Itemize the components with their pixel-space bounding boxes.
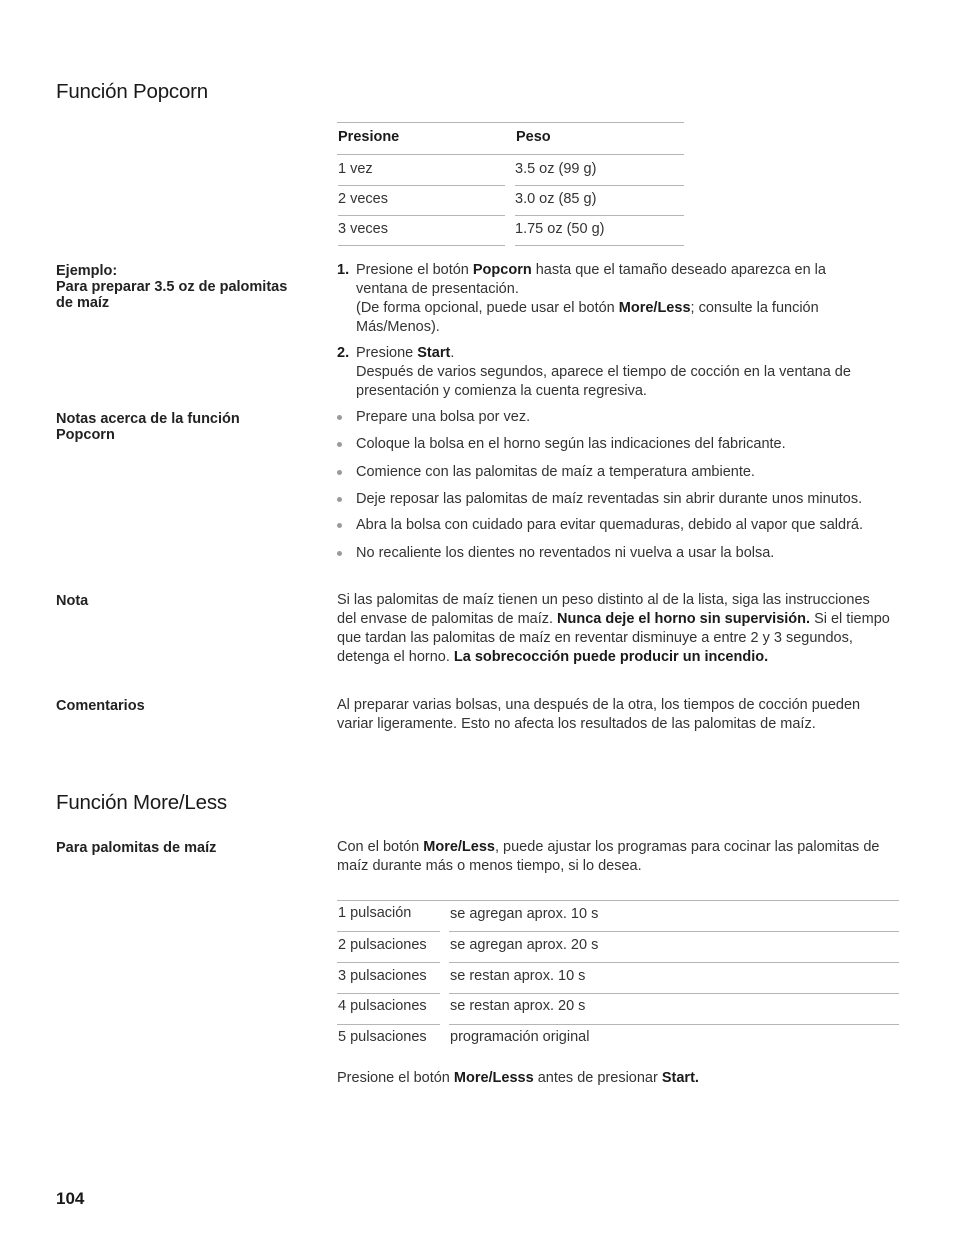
table-cell: se restan aprox. 10 s [450,968,586,984]
table-cell: 1.75 oz (50 g) [515,221,605,237]
warning-text: Nunca deje el horno sin supervisión. [557,611,811,627]
table-row [337,1024,899,1055]
notes-label: Notas acerca de la función Popcorn [56,411,240,443]
table-header: Presione [338,129,400,145]
page-number: 104 [56,1189,85,1208]
table-header-row [337,122,684,155]
table-cell: se agregan aprox. 20 s [450,937,599,953]
bullet-icon [337,442,342,447]
moreless-key-ref: More/Less [618,300,691,316]
table-header: Peso [516,129,551,145]
table-cell: 3 pulsaciones [338,968,427,984]
moreless-label: Para palomitas de maíz [56,840,217,856]
table-row [337,993,899,1024]
bullet-icon [337,497,342,502]
table-row [337,962,899,993]
table-cell: 1 vez [338,161,373,177]
comentarios-label: Comentarios [56,698,145,714]
table-row [337,215,684,245]
table-cell: se agregan aprox. 10 s [450,906,599,922]
table-cell: programación original [450,1029,590,1045]
table-cell: 3.5 oz (99 g) [515,161,597,177]
step-number: 1. [337,262,350,278]
popcorn-title: Función Popcorn [56,80,208,103]
moreless-table [337,900,899,1055]
nota-label: Nota [56,593,89,609]
warning-text: La sobrecocción puede producir un incendio. [453,649,769,665]
table-cell: se restan aprox. 20 s [450,998,586,1014]
bullet-icon [337,470,342,475]
example-label: Ejemplo: Para preparar 3.5 oz de palomitas de maíz [56,263,288,311]
table-cell: 5 pulsaciones [338,1029,427,1045]
table-row [337,931,899,962]
start-key-ref: Start. [661,1070,699,1086]
step-number: 2. [337,345,350,361]
moreless-key-ref: More/Less [423,839,495,855]
table-row [337,155,684,185]
popcorn-key-ref: Popcorn [472,262,532,278]
moreless-key-ref: More/Lesss [453,1070,534,1086]
popcorn-weight-table [337,122,684,245]
bullet-icon [337,523,342,528]
moreless-footer: Presione el botón More/Lesss antes de presionar Start. [337,1070,699,1086]
bullet-icon [337,415,342,420]
table-cell: 1 pulsación [338,905,412,921]
table-row [337,185,684,215]
table-cell: 4 pulsaciones [338,998,427,1014]
table-row [337,900,899,931]
table-cell: 2 pulsaciones [338,937,427,953]
bullet-icon [337,551,342,556]
table-cell: 2 veces [338,191,388,207]
table-cell: 3.0 oz (85 g) [515,191,597,207]
moreless-title: Función More/Less [56,791,227,814]
comentarios-text: Al preparar varias bolsas, una después de la otra, los tiempos de cocción pueden variar ligeramente. Esto no afecta los resultados de las palomitas de maíz. [337,697,861,732]
nota-text: Si las palomitas de maíz tienen un peso distinto al de la lista, siga las instrucciones del envase de palomitas de maíz. Nunca deje el horno sin supervisión. Si el tiempo que tardan las palomitas de maíz en reventar disminuye a entre 2 y 3 segundos, detenga el horno. La sobrecocción puede producir un incendio. [337,592,890,665]
table-cell: 3 veces [338,221,388,237]
moreless-intro: Con el botón More/Less, puede ajustar los programas para cocinar las palomitas de maíz durante más o menos tiempo, si lo desea. [337,839,880,874]
start-key-ref: Start [417,345,451,361]
